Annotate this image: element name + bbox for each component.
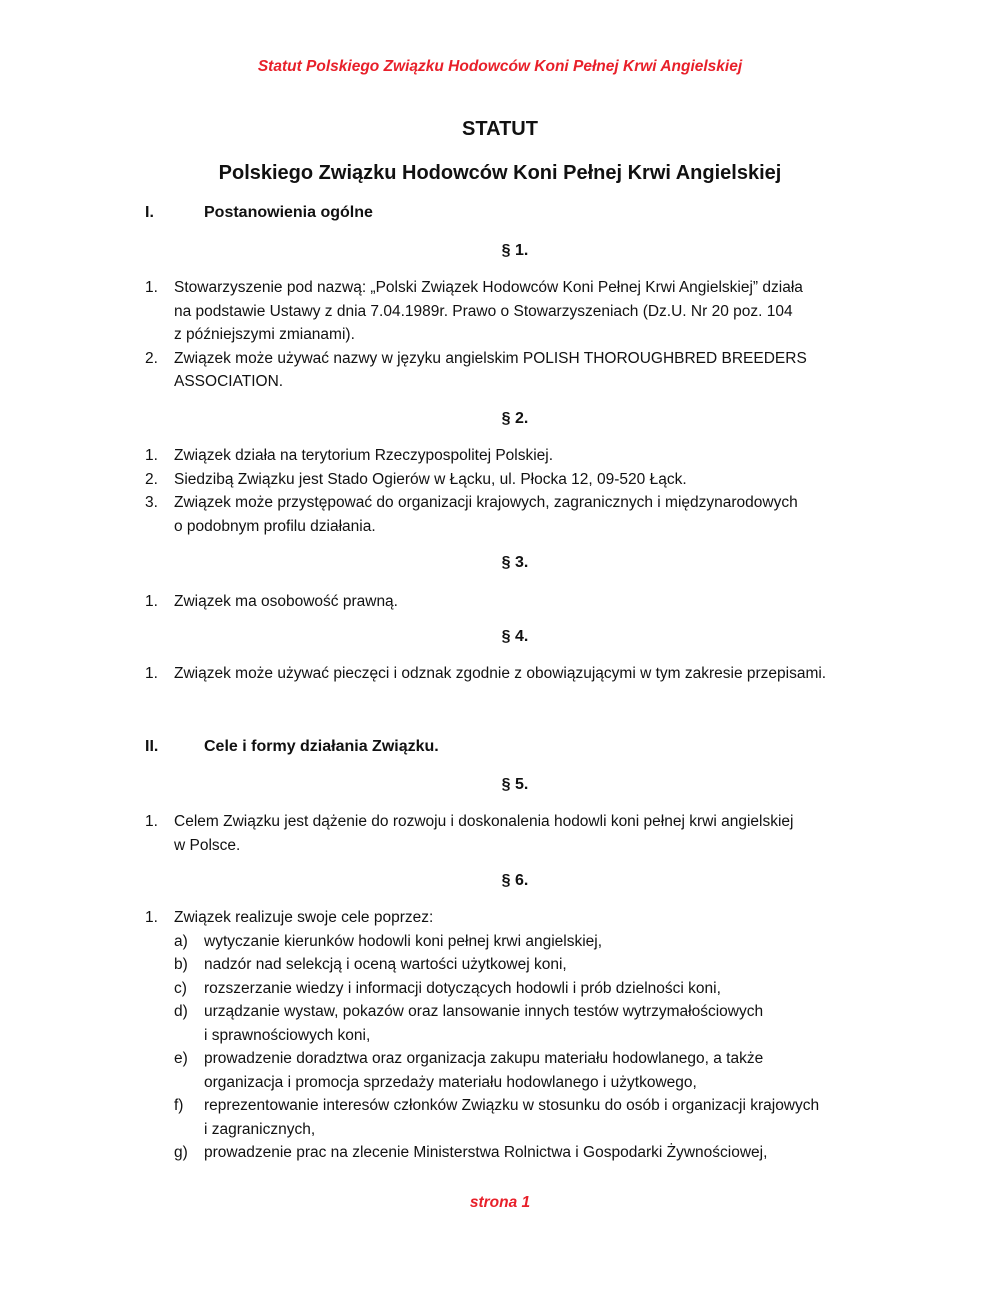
section-mark: § 6. [501, 872, 529, 889]
sub-item-letter: g) [174, 1144, 188, 1161]
item-line: organizacja i promocja sprzedaży materiału hodowlanego i użytkowego, [204, 1073, 697, 1091]
section-list [145, 444, 798, 538]
section-list [145, 906, 819, 1165]
list-item [145, 662, 826, 686]
sub-list [174, 930, 819, 1165]
list-item [145, 347, 807, 394]
sub-list-item [174, 1141, 819, 1165]
section-mark: § 5. [501, 776, 529, 793]
item-line: Związek może używać pieczęci i odznak zgodnie z obowiązującymi w tym zakresie przepisami. [174, 665, 827, 682]
section-list [145, 662, 826, 686]
item-line: urządzanie wystaw, pokazów oraz lansowanie innych testów wytrzymałościowych [204, 1003, 764, 1020]
list-item [145, 906, 819, 1165]
sub-item-letter: c) [174, 979, 187, 997]
list-item [145, 590, 398, 614]
item-line: w Polsce. [174, 836, 241, 854]
item-line: ASSOCIATION. [174, 373, 284, 390]
document-subtitle: Polskiego Związku Hodowców Koni Pełnej Krwi Angielskiej [218, 162, 782, 184]
item-line: prowadzenie doradztwa oraz organizacja zakupu materiału hodowlanego, a także [204, 1050, 764, 1067]
sub-list-item [174, 1000, 819, 1047]
item-line: Celem Związku jest dążenie do rozwoju i doskonalenia hodowli koni pełnej krwi angielskiej [174, 813, 794, 830]
page-footer: strona 1 [469, 1194, 531, 1211]
list-item [145, 810, 793, 857]
item-line: rozszerzanie wiedzy i informacji dotyczących hodowli i prób dzielności koni, [204, 979, 721, 997]
item-line: reprezentowanie interesów członków Związku w stosunku do osób i organizacji krajowych [204, 1097, 820, 1114]
section-mark: § 2. [501, 410, 529, 427]
item-line: na podstawie Ustawy z dnia 7.04.1989r. Prawo o Stowarzyszeniach (Dz.U. Nr 20 poz. 104 [174, 302, 793, 320]
list-item [145, 276, 807, 347]
section-list [145, 810, 793, 857]
document-title: STATUT [462, 118, 538, 140]
sub-list-item [174, 953, 819, 977]
sub-list-item [174, 1047, 819, 1094]
item-number: 3. [145, 494, 158, 511]
running-header: Statut Polskiego Związku Hodowców Koni Pełnej Krwi Angielskiej [257, 58, 743, 75]
section-mark: § 1. [501, 242, 529, 259]
list-item [145, 491, 798, 538]
chapter-number: II. [145, 738, 159, 755]
chapter-number: I. [145, 204, 154, 221]
section-list [145, 590, 398, 614]
sub-list-item [174, 930, 819, 954]
item-line: wytyczanie kierunków hodowli koni pełnej krwi angielskiej, [204, 932, 603, 950]
item-line: Związek realizuje swoje cele poprzez: [174, 909, 434, 926]
sub-list-item [174, 1094, 819, 1141]
sub-item-letter: a) [174, 932, 188, 950]
sub-item-letter: d) [174, 1003, 188, 1020]
list-item [145, 444, 798, 468]
item-number: 2. [145, 349, 158, 367]
sub-item-letter: b) [174, 956, 188, 973]
item-line: i sprawnościowych koni, [204, 1026, 371, 1044]
item-number: 1. [145, 665, 158, 682]
item-line: Związek działa na terytorium Rzeczypospolitej Polskiej. [174, 447, 554, 464]
item-line: Związek ma osobowość prawną. [174, 593, 398, 610]
section-list [145, 276, 807, 394]
item-line: Związek może używać nazwy w języku angielskim POLISH THOROUGHBRED BREEDERS [174, 349, 807, 367]
chapter-title: Cele i formy działania Związku. [204, 738, 439, 755]
sub-list-item [174, 977, 819, 1001]
item-line: Stowarzyszenie pod nazwą: „Polski Związek Hodowców Koni Pełnej Krwi Angielskiej” działa [174, 279, 803, 296]
item-line: Związek może przystępować do organizacji krajowych, zagranicznych i międzynarodowych [174, 494, 798, 511]
item-number: 1. [145, 813, 158, 830]
item-number: 1. [145, 909, 158, 926]
sub-item-letter: e) [174, 1050, 188, 1067]
item-number: 1. [145, 447, 158, 464]
item-line: Siedzibą Związku jest Stado Ogierów w Łącku, ul. Płocka 12, 09-520 Łąck. [174, 470, 687, 488]
item-line: nadzór nad selekcją i oceną wartości użytkowej koni, [204, 956, 567, 973]
sub-item-letter: f) [174, 1097, 184, 1114]
item-line: z późniejszymi zmianami). [174, 326, 355, 343]
chapter-title: Postanowienia ogólne [204, 204, 373, 221]
item-number: 1. [145, 593, 158, 610]
item-line: i zagranicznych, [204, 1120, 316, 1138]
item-line: prowadzenie prac na zlecenie Ministerstwa Rolnictwa i Gospodarki Żywnościowej, [204, 1144, 768, 1161]
list-item [145, 468, 798, 492]
section-mark: § 3. [501, 554, 529, 571]
item-number: 2. [145, 470, 158, 488]
section-mark: § 4. [501, 628, 529, 645]
item-line: o podobnym profilu działania. [174, 517, 376, 535]
item-number: 1. [145, 279, 158, 296]
